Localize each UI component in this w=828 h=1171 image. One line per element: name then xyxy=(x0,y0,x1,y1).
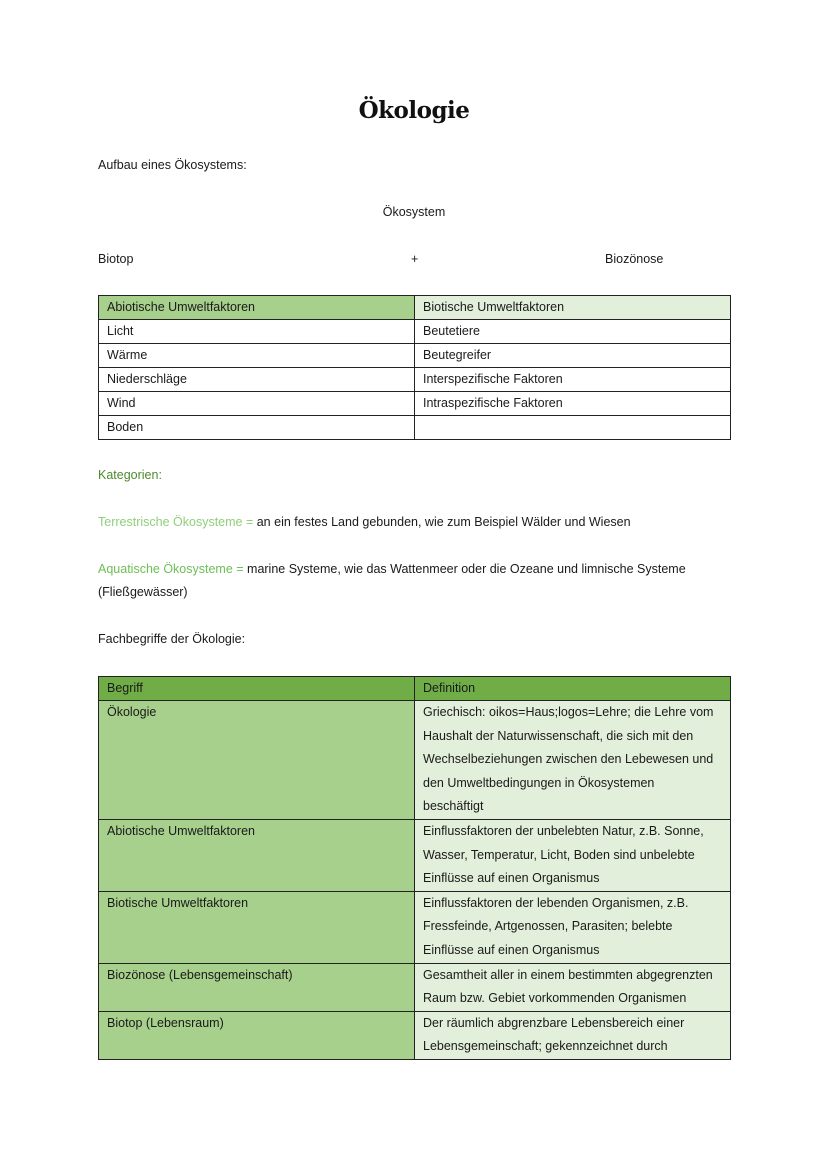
table-row xyxy=(99,701,731,820)
kategorien-heading: Kategorien: xyxy=(98,468,162,482)
aquatisch-text: marine Systeme, wie das Wattenmeer oder die Ozeane und limnische Systeme xyxy=(247,562,686,576)
header-definition: Definition xyxy=(415,677,731,701)
table-cell: Boden xyxy=(99,416,415,440)
table-cell: Wärme xyxy=(99,344,415,368)
table-cell: Wind xyxy=(99,392,415,416)
header-biotisch: Biotische Umweltfaktoren xyxy=(415,296,731,320)
table-row xyxy=(99,344,731,368)
definition-cell xyxy=(415,891,731,963)
fachbegriffe-heading: Fachbegriffe der Ökologie: xyxy=(98,632,246,646)
header-abiotisch: Abiotische Umweltfaktoren xyxy=(99,296,415,320)
definition-cell xyxy=(415,701,731,820)
table-cell: Intraspezifische Faktoren xyxy=(415,392,731,416)
definition-line: Wechselbeziehungen zwischen den Lebewesen und xyxy=(423,752,714,767)
section-heading-aufbau: Aufbau eines Ökosystems: xyxy=(98,158,247,172)
aquatisch-paragraph xyxy=(98,562,686,576)
term-cell: Biozönose (Lebensgemeinschaft) xyxy=(99,963,415,1011)
definition-line: Griechisch: oikos=Haus;logos=Lehre; die Lehre vom xyxy=(423,705,714,719)
definition-line: Lebensgemeinschaft; gekennzeichnet durch xyxy=(423,1039,668,1054)
page-title: Ökologie xyxy=(358,97,470,124)
table-cell: Beutegreifer xyxy=(415,344,731,368)
header-begriff: Begriff xyxy=(99,677,415,701)
definition-line: Raum bzw. Gebiet vorkommenden Organismen xyxy=(423,991,687,1006)
aquatisch-term: Aquatische Ökosysteme = xyxy=(98,562,248,576)
definition-line: Haushalt der Naturwissenschaft, die sich mit den xyxy=(423,728,694,743)
definition-cell xyxy=(415,819,731,891)
table-cell: Interspezifische Faktoren xyxy=(415,368,731,392)
term-cell: Ökologie xyxy=(99,701,415,820)
definition-line: Wasser, Temperatur, Licht, Boden sind unbelebte xyxy=(423,847,695,862)
table-cell xyxy=(415,416,731,440)
definition-line: Gesamtheit aller in einem bestimmten abgegrenzten xyxy=(423,967,713,982)
diagram-top-oekosystem: Ökosystem xyxy=(382,205,446,219)
fachbegriffe-table xyxy=(98,676,731,1060)
diagram-left-biotop: Biotop xyxy=(98,252,134,266)
diagram-right-biozoenose: Biozönose xyxy=(605,252,664,266)
table-row xyxy=(99,963,731,1011)
table-row xyxy=(99,368,731,392)
table-row xyxy=(99,819,731,891)
definition-line: Einflussfaktoren der unbelebten Natur, z.B. Sonne, xyxy=(423,823,704,838)
table-row xyxy=(99,416,731,440)
factors-table xyxy=(98,295,731,440)
factors-table-header xyxy=(99,296,731,320)
aquatisch-text-line2: (Fließgewässer) xyxy=(98,585,188,599)
definition-line: Einflüsse auf einen Organismus xyxy=(423,942,600,957)
term-cell: Abiotische Umweltfaktoren xyxy=(99,819,415,891)
definition-line: Einflussfaktoren der lebenden Organismen, z.B. xyxy=(423,895,689,910)
table-row xyxy=(99,320,731,344)
table-cell: Licht xyxy=(99,320,415,344)
term-cell: Biotop (Lebensraum) xyxy=(99,1011,415,1059)
definition-line: beschäftigt xyxy=(423,799,484,814)
table-row xyxy=(99,392,731,416)
definition-line: den Umweltbedingungen in Ökosystemen xyxy=(423,775,655,790)
diagram-plus: + xyxy=(411,252,419,266)
table-row xyxy=(99,891,731,963)
definition-cell xyxy=(415,1011,731,1059)
definition-line: Einflüsse auf einen Organismus xyxy=(423,871,600,886)
fachbegriffe-table-header xyxy=(99,677,731,701)
term-cell: Biotische Umweltfaktoren xyxy=(99,891,415,963)
definition-line: Der räumlich abgrenzbare Lebensbereich einer xyxy=(423,1015,685,1030)
table-row xyxy=(99,1011,731,1059)
table-cell: Beutetiere xyxy=(415,320,731,344)
terrestrisch-text: an ein festes Land gebunden, wie zum Beispiel Wälder und Wiesen xyxy=(256,515,631,529)
terrestrisch-term: Terrestrische Ökosysteme = xyxy=(98,515,257,529)
terrestrisch-paragraph xyxy=(98,515,631,529)
table-cell: Niederschläge xyxy=(99,368,415,392)
definition-cell xyxy=(415,963,731,1011)
definition-line: Fressfeinde, Artgenossen, Parasiten; belebte xyxy=(423,919,673,934)
